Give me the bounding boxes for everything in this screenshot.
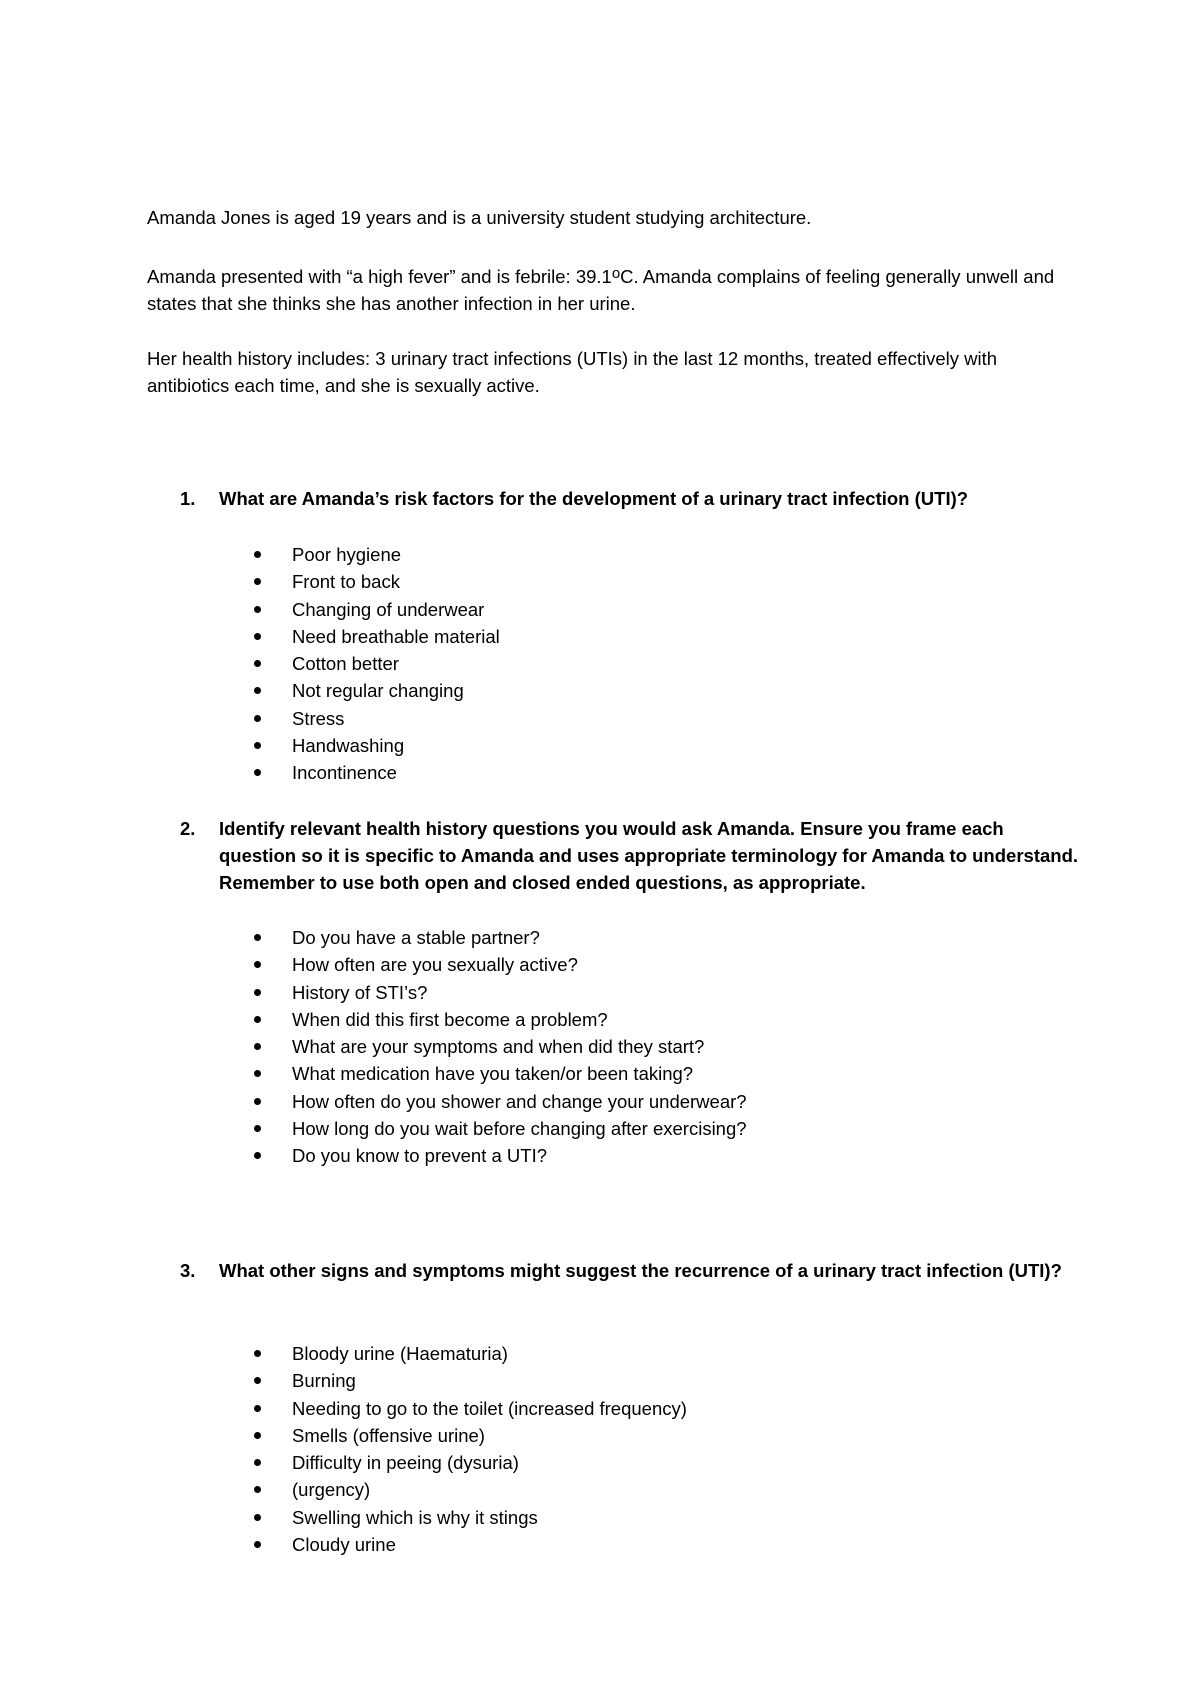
- answer-text: What medication have you taken/or been taking?: [292, 1063, 694, 1085]
- bullet-icon: [254, 961, 261, 968]
- answer-text: Smells (offensive urine): [292, 1424, 485, 1446]
- bullet-icon: [254, 1070, 261, 1077]
- list-item: [250, 1476, 687, 1503]
- intro-paragraph-1: Amanda Jones is aged 19 years and is a university student studying architecture.: [147, 207, 812, 228]
- bullet-icon: [254, 606, 261, 613]
- question-3-answer-list: [250, 1340, 687, 1558]
- bullet-icon: [254, 578, 261, 585]
- list-item: [250, 732, 500, 759]
- answer-text: Needing to go to the toilet (increased frequency): [292, 1397, 687, 1419]
- bullet-icon: [254, 687, 261, 694]
- intro-paragraph-2-start: Amanda presented with “a high fever” and is febrile: 39.1: [147, 266, 612, 287]
- bullet-icon: [254, 1152, 261, 1159]
- answer-text: Poor hygiene: [292, 544, 402, 565]
- list-item: [250, 1006, 747, 1033]
- answer-text: Do you know to prevent a UTI?: [292, 1145, 548, 1167]
- answer-text: Handwashing: [292, 735, 405, 757]
- answer-text: Bloody urine (Haematuria): [292, 1343, 508, 1364]
- bullet-icon: [254, 934, 261, 941]
- bullet-icon: [254, 1377, 261, 1384]
- bullet-icon: [254, 1043, 261, 1050]
- list-item: [250, 1504, 687, 1531]
- answer-text: When did this first become a problem?: [292, 1008, 608, 1030]
- answer-text: Do you have a stable partner?: [292, 927, 540, 948]
- list-item: [250, 705, 500, 732]
- question-2-text: Identify relevant health history questions you would ask Amanda. Ensure you frame each question so it is specific to Amanda and uses appropriate terminology for Amanda to understand. Remember to use both open and closed ended questions, as appropriate.: [219, 818, 1079, 893]
- list-item: [250, 1531, 687, 1558]
- answer-text: How long do you wait before changing after exercising?: [292, 1118, 747, 1140]
- bullet-icon: [254, 551, 261, 558]
- bullet-icon: [254, 1098, 261, 1105]
- bullet-icon: [254, 1405, 261, 1412]
- answer-text: Need breathable material: [292, 625, 500, 647]
- list-item: [250, 759, 500, 786]
- list-item: [250, 1115, 747, 1142]
- bullet-icon: [254, 1514, 261, 1521]
- list-item: [250, 979, 747, 1006]
- bullet-icon: [254, 769, 261, 776]
- question-1-text: What are Amanda’s risk factors for the development of a urinary tract infection (UTI)?: [219, 488, 969, 509]
- answer-text: Swelling which is why it stings: [292, 1506, 538, 1528]
- list-item: [250, 1142, 747, 1169]
- bullet-icon: [254, 989, 261, 996]
- question-2-answer-list: [250, 924, 747, 1170]
- answer-text: Incontinence: [292, 762, 397, 784]
- bullet-icon: [254, 1432, 261, 1439]
- answer-text: (urgency): [292, 1479, 371, 1501]
- answer-text: What are your symptoms and when did they start?: [292, 1036, 705, 1058]
- bullet-icon: [254, 715, 261, 722]
- bullet-icon: [254, 1125, 261, 1132]
- question-1-number: 1.: [180, 488, 196, 509]
- intro-paragraph-2-end: C. Amanda complains of feeling generally unwell and states that she thinks she has another infection in her urine.: [147, 266, 1055, 314]
- question-2-number: 2.: [180, 818, 196, 839]
- list-item: [250, 1340, 687, 1367]
- answer-text: History of STI’s?: [292, 981, 428, 1003]
- answer-text: Front to back: [292, 571, 400, 593]
- list-item: [250, 924, 747, 951]
- answer-text: Burning: [292, 1370, 356, 1392]
- bullet-icon: [254, 1541, 261, 1548]
- answer-text: How often do you shower and change your underwear?: [292, 1090, 747, 1112]
- list-item: [250, 1088, 747, 1115]
- answer-text: Cloudy urine: [292, 1534, 396, 1556]
- answer-text: How often are you sexually active?: [292, 954, 578, 976]
- bullet-icon: [254, 1350, 261, 1357]
- list-item: [250, 677, 500, 704]
- list-item: [250, 650, 500, 677]
- list-item: [250, 1367, 687, 1394]
- question-3-number: 3.: [180, 1260, 196, 1281]
- list-item: [250, 596, 500, 623]
- intro-paragraph-3: Her health history includes: 3 urinary tract infections (UTIs) in the last 12 months, treated effectively with antibiotics each time, and she is sexually active.: [147, 348, 998, 396]
- list-item: [250, 951, 747, 978]
- list-item: [250, 568, 500, 595]
- bullet-icon: [254, 1486, 261, 1493]
- answer-text: Not regular changing: [292, 680, 464, 702]
- bullet-icon: [254, 742, 261, 749]
- list-item: [250, 1395, 687, 1422]
- list-item: [250, 1422, 687, 1449]
- answer-text: Cotton better: [292, 653, 399, 675]
- list-item: [250, 1033, 747, 1060]
- bullet-icon: [254, 1459, 261, 1466]
- degree-symbol: o: [611, 265, 621, 282]
- list-item: [250, 1060, 747, 1087]
- list-item: [250, 1449, 687, 1476]
- answer-text: Difficulty in peeing (dysuria): [292, 1452, 519, 1474]
- answer-text: Stress: [292, 707, 345, 729]
- list-item: [250, 623, 500, 650]
- question-1-answer-list: [250, 541, 500, 787]
- list-item: [250, 541, 500, 568]
- bullet-icon: [254, 1016, 261, 1023]
- bullet-icon: [254, 660, 261, 667]
- bullet-icon: [254, 633, 261, 640]
- answer-text: Changing of underwear: [292, 598, 485, 620]
- intro-paragraph-2: [147, 263, 1067, 317]
- question-3-text: What other signs and symptoms might suggest the recurrence of a urinary tract infection (UTI)?: [219, 1260, 1062, 1281]
